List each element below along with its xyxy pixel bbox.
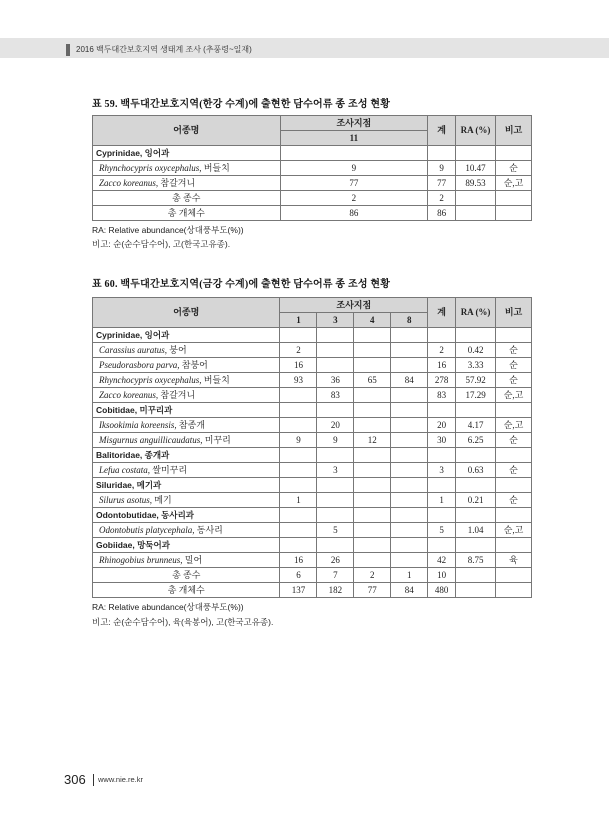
relative-abundance: 3.33 <box>456 358 496 373</box>
species-korean-name: 참붕어 <box>179 359 208 370</box>
total-count: 9 <box>428 161 456 176</box>
species-note: 순 <box>496 343 532 358</box>
site-count: 137 <box>280 583 317 598</box>
table-row <box>93 343 532 358</box>
total-count: 5 <box>428 523 456 538</box>
site-count <box>280 523 317 538</box>
site-count <box>391 343 428 358</box>
site-count: 9 <box>317 433 354 448</box>
empty-cell <box>354 508 391 523</box>
family-name: Cyprinidae, 잉어과 <box>93 146 281 161</box>
total-count: 42 <box>428 553 456 568</box>
table-row <box>93 388 532 403</box>
running-header-marker <box>66 44 70 56</box>
summary-label: 총 종수 <box>93 568 280 583</box>
site-count <box>317 358 354 373</box>
family-name: Gobiidae, 망둑어과 <box>93 538 280 553</box>
family-row <box>93 538 532 553</box>
species-scientific-name: Pseudorasbora parva, <box>99 359 180 370</box>
empty-cell <box>428 508 456 523</box>
site-count: 12 <box>354 433 391 448</box>
table-row <box>93 373 532 388</box>
site-count: 1 <box>391 568 428 583</box>
site-count: 65 <box>354 373 391 388</box>
total-count: 30 <box>428 433 456 448</box>
table-row <box>93 418 532 433</box>
family-row <box>93 146 532 161</box>
empty-cell <box>317 328 354 343</box>
site-count <box>354 388 391 403</box>
species-korean-name: 동사리 <box>194 524 223 535</box>
species-korean-name: 메기 <box>152 494 172 505</box>
empty-cell <box>354 448 391 463</box>
empty-cell <box>354 478 391 493</box>
table-row <box>93 358 532 373</box>
site-count <box>354 493 391 508</box>
species-note <box>496 583 532 598</box>
site-count: 2 <box>280 191 428 206</box>
species-scientific-name: Zacco koreanus, <box>99 389 159 400</box>
total-count: 86 <box>428 206 456 221</box>
table60-body <box>93 328 532 598</box>
site-count: 2 <box>354 568 391 583</box>
species-note: 순 <box>496 161 532 176</box>
empty-cell <box>280 448 317 463</box>
site-count <box>391 433 428 448</box>
species-scientific-name: Rhinogobius brunneus, <box>99 554 183 565</box>
empty-cell <box>496 538 532 553</box>
relative-abundance: 57.92 <box>456 373 496 388</box>
table59-note-ra: RA: Relative abundance(상대풍부도(%)) <box>92 225 244 235</box>
family-name: Odontobutidae, 동사리과 <box>93 508 280 523</box>
table60-header-species: 어종명 <box>93 298 280 328</box>
empty-cell <box>280 508 317 523</box>
summary-row <box>93 191 532 206</box>
site-count: 36 <box>317 373 354 388</box>
site-count <box>391 463 428 478</box>
relative-abundance: 1.04 <box>456 523 496 538</box>
species-korean-name: 참갈겨니 <box>158 177 196 188</box>
relative-abundance: 0.42 <box>456 343 496 358</box>
relative-abundance: 8.75 <box>456 553 496 568</box>
empty-cell <box>456 538 496 553</box>
total-count: 10 <box>428 568 456 583</box>
running-header-title: 2016 백두대간보호지역 생태계 조사 (추풍령~일재) <box>76 45 252 54</box>
table60-header-ra: RA (%) <box>456 298 496 328</box>
site-count <box>391 553 428 568</box>
relative-abundance: 6.25 <box>456 433 496 448</box>
site-count: 182 <box>317 583 354 598</box>
species-korean-name: 버들치 <box>201 374 230 385</box>
table59-header-species: 어종명 <box>93 116 281 146</box>
site-count: 6 <box>280 568 317 583</box>
table59-header-sites: 조사지점 <box>280 116 428 131</box>
family-row <box>93 508 532 523</box>
empty-cell <box>428 448 456 463</box>
empty-cell <box>496 478 532 493</box>
species-name <box>93 176 281 191</box>
site-count: 2 <box>280 343 317 358</box>
empty-cell <box>280 538 317 553</box>
site-count: 7 <box>317 568 354 583</box>
site-count: 9 <box>280 433 317 448</box>
summary-label: 총 개체수 <box>93 583 280 598</box>
family-name: Cyprinidae, 잉어과 <box>93 328 280 343</box>
table59-note-legend: 비고: 순(순수담수어), 고(한국고유종). <box>92 239 231 249</box>
family-name: Siluridae, 메기과 <box>93 478 280 493</box>
table59-caption: 표 59. 백두대간보호지역(한강 수계)에 출현한 담수어류 종 조성 현황 <box>92 99 391 110</box>
empty-cell <box>496 146 532 161</box>
empty-cell <box>456 403 496 418</box>
footer-divider <box>93 774 94 786</box>
relative-abundance <box>456 583 496 598</box>
family-name: Balitoridae, 종개과 <box>93 448 280 463</box>
site-count <box>391 523 428 538</box>
species-name <box>93 493 280 508</box>
empty-cell <box>391 508 428 523</box>
species-korean-name: 참종개 <box>176 419 205 430</box>
empty-cell <box>354 538 391 553</box>
table60-caption: 표 60. 백두대간보호지역(금강 수계)에 출현한 담수어류 종 조성 현황 <box>92 279 391 290</box>
species-scientific-name: Lefua costata, <box>99 464 150 475</box>
site-count <box>280 388 317 403</box>
species-note: 순,고 <box>496 523 532 538</box>
species-scientific-name: Carassius auratus, <box>99 344 168 355</box>
site-count: 16 <box>280 358 317 373</box>
relative-abundance: 17.29 <box>456 388 496 403</box>
table60-site-4: 4 <box>354 313 391 328</box>
summary-label: 총 종수 <box>93 191 281 206</box>
species-scientific-name: Zacco koreanus, <box>99 177 159 188</box>
species-note: 순 <box>496 493 532 508</box>
empty-cell <box>496 448 532 463</box>
table-row <box>93 553 532 568</box>
table-row <box>93 493 532 508</box>
site-count: 26 <box>317 553 354 568</box>
site-count: 77 <box>280 176 428 191</box>
species-note <box>496 191 532 206</box>
empty-cell <box>280 403 317 418</box>
total-count: 83 <box>428 388 456 403</box>
total-count: 16 <box>428 358 456 373</box>
species-korean-name: 참갈겨니 <box>158 389 196 400</box>
site-count <box>354 553 391 568</box>
relative-abundance <box>456 206 496 221</box>
table60-site-8: 8 <box>391 313 428 328</box>
table60-header-sites: 조사지점 <box>280 298 428 313</box>
species-name <box>93 553 280 568</box>
species-korean-name: 쌀미꾸리 <box>150 464 188 475</box>
species-note: 순 <box>496 433 532 448</box>
relative-abundance <box>456 191 496 206</box>
empty-cell <box>391 538 428 553</box>
empty-cell <box>496 328 532 343</box>
empty-cell <box>428 403 456 418</box>
relative-abundance: 89.53 <box>456 176 496 191</box>
family-row <box>93 403 532 418</box>
empty-cell <box>496 508 532 523</box>
table59-body <box>93 146 532 221</box>
empty-cell <box>456 328 496 343</box>
table59-header-ra: RA (%) <box>456 116 496 146</box>
table-row <box>93 523 532 538</box>
site-count: 16 <box>280 553 317 568</box>
site-count: 84 <box>391 373 428 388</box>
site-count: 5 <box>317 523 354 538</box>
summary-row <box>93 206 532 221</box>
species-name <box>93 523 280 538</box>
site-count <box>354 523 391 538</box>
footer-url: www.nie.re.kr <box>98 775 144 784</box>
family-row <box>93 328 532 343</box>
total-count: 1 <box>428 493 456 508</box>
species-name <box>93 358 280 373</box>
site-count: 86 <box>280 206 428 221</box>
relative-abundance: 0.21 <box>456 493 496 508</box>
table-row <box>93 433 532 448</box>
family-row <box>93 478 532 493</box>
species-name <box>93 463 280 478</box>
table-row <box>93 176 532 191</box>
empty-cell <box>496 403 532 418</box>
site-count <box>354 343 391 358</box>
table60 <box>92 297 532 598</box>
species-note <box>496 206 532 221</box>
site-count: 20 <box>317 418 354 433</box>
table-row <box>93 463 532 478</box>
site-count <box>354 463 391 478</box>
empty-cell <box>354 403 391 418</box>
site-count <box>391 418 428 433</box>
species-note: 순 <box>496 358 532 373</box>
species-korean-name: 밀어 <box>182 554 203 565</box>
species-note <box>496 568 532 583</box>
total-count: 2 <box>428 191 456 206</box>
site-count <box>317 343 354 358</box>
empty-cell <box>456 478 496 493</box>
site-count <box>354 418 391 433</box>
empty-cell <box>317 538 354 553</box>
table60-header-total: 계 <box>428 298 456 328</box>
site-count <box>280 418 317 433</box>
total-count: 20 <box>428 418 456 433</box>
empty-cell <box>456 448 496 463</box>
site-count <box>354 358 391 373</box>
site-count <box>391 493 428 508</box>
summary-row <box>93 583 532 598</box>
empty-cell <box>428 328 456 343</box>
empty-cell <box>428 478 456 493</box>
site-count: 1 <box>280 493 317 508</box>
empty-cell <box>280 146 428 161</box>
total-count: 480 <box>428 583 456 598</box>
species-korean-name: 붕어 <box>167 344 187 355</box>
site-count: 77 <box>354 583 391 598</box>
species-scientific-name: Odontobutis platycephala, <box>99 524 195 535</box>
empty-cell <box>391 478 428 493</box>
table60-header-note: 비고 <box>496 298 532 328</box>
site-count: 84 <box>391 583 428 598</box>
table59-site-11: 11 <box>280 131 428 146</box>
family-name: Cobitidae, 미꾸리과 <box>93 403 280 418</box>
site-count <box>391 388 428 403</box>
relative-abundance: 10.47 <box>456 161 496 176</box>
species-name <box>93 418 280 433</box>
species-korean-name: 버들치 <box>201 162 230 173</box>
species-note: 순 <box>496 373 532 388</box>
species-name <box>93 161 281 176</box>
total-count: 77 <box>428 176 456 191</box>
empty-cell <box>354 328 391 343</box>
species-scientific-name: Rhynchocypris oxycephalus, <box>99 374 202 385</box>
relative-abundance <box>456 568 496 583</box>
table60-note-legend: 비고: 순(순수담수어), 육(육봉어), 고(한국고유종). <box>92 617 274 627</box>
site-count <box>391 358 428 373</box>
species-note: 육 <box>496 553 532 568</box>
empty-cell <box>391 403 428 418</box>
empty-cell <box>317 478 354 493</box>
page-number: 306 <box>64 772 86 787</box>
total-count: 278 <box>428 373 456 388</box>
empty-cell <box>391 448 428 463</box>
species-name <box>93 373 280 388</box>
empty-cell <box>317 403 354 418</box>
species-scientific-name: Iksookimia koreensis, <box>99 419 177 430</box>
species-scientific-name: Silurus asotus, <box>99 494 153 505</box>
relative-abundance: 4.17 <box>456 418 496 433</box>
species-scientific-name: Rhynchocypris oxycephalus, <box>99 162 202 173</box>
table60-site-3: 3 <box>317 313 354 328</box>
species-note: 순 <box>496 463 532 478</box>
site-count: 9 <box>280 161 428 176</box>
table-row <box>93 161 532 176</box>
table60-site-1: 1 <box>280 313 317 328</box>
relative-abundance: 0.63 <box>456 463 496 478</box>
summary-label: 총 개체수 <box>93 206 281 221</box>
table59-header-note: 비고 <box>496 116 532 146</box>
species-note: 순,고 <box>496 176 532 191</box>
table59 <box>92 115 532 221</box>
empty-cell <box>428 538 456 553</box>
summary-row <box>93 568 532 583</box>
species-name <box>93 388 280 403</box>
family-row <box>93 448 532 463</box>
empty-cell <box>280 328 317 343</box>
site-count: 93 <box>280 373 317 388</box>
species-note: 순,고 <box>496 418 532 433</box>
empty-cell <box>317 508 354 523</box>
empty-cell <box>280 478 317 493</box>
total-count: 2 <box>428 343 456 358</box>
empty-cell <box>391 328 428 343</box>
site-count <box>280 463 317 478</box>
site-count: 3 <box>317 463 354 478</box>
empty-cell <box>317 448 354 463</box>
species-name <box>93 343 280 358</box>
table59-header-total: 계 <box>428 116 456 146</box>
site-count: 83 <box>317 388 354 403</box>
empty-cell <box>456 146 496 161</box>
species-name <box>93 433 280 448</box>
species-note: 순,고 <box>496 388 532 403</box>
site-count <box>317 493 354 508</box>
empty-cell <box>456 508 496 523</box>
table60-note-ra: RA: Relative abundance(상대풍부도(%)) <box>92 602 244 612</box>
species-korean-name: 미꾸리 <box>202 434 231 445</box>
total-count: 3 <box>428 463 456 478</box>
species-scientific-name: Misgurnus anguillicaudatus, <box>99 434 203 445</box>
empty-cell <box>428 146 456 161</box>
